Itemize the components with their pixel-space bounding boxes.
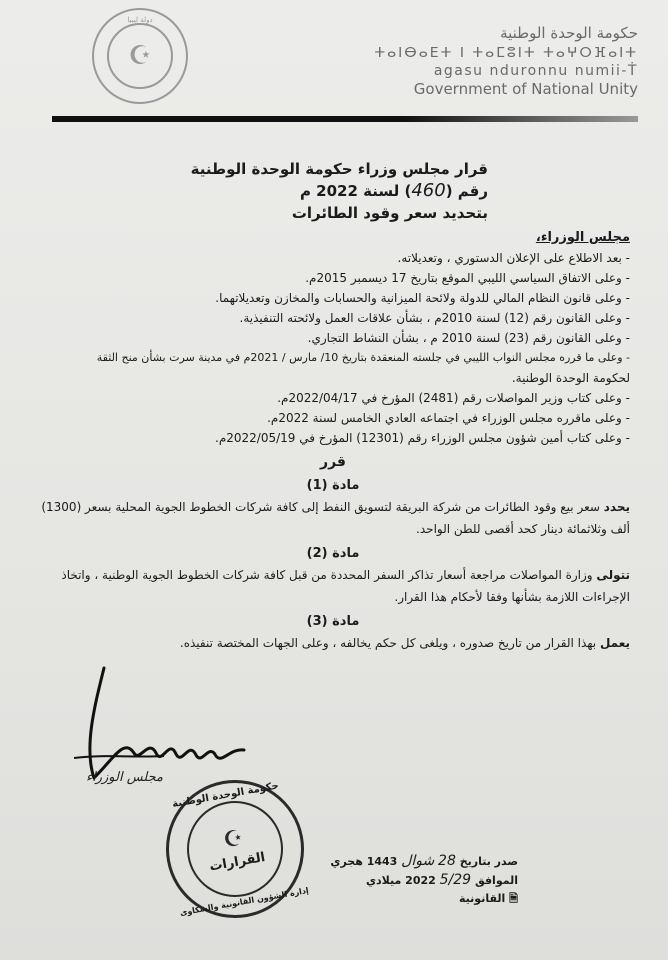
article-2-body: وزارة المواصلات مراجعة أسعار تذاكر السفر المحددة من قبل كافة شركات الخطوط الجوية الوطنية ، واتخاذ الإجراءات اللازمة بشأنها وفقا لأحكام هذا القرار. bbox=[61, 568, 630, 604]
emblem-ring-text: دولة ليبيا bbox=[127, 16, 153, 24]
hijri-date-line bbox=[258, 852, 518, 871]
issue-date-block bbox=[258, 852, 518, 908]
article-2-text bbox=[36, 564, 630, 608]
hijri-year: 1443 هجري bbox=[330, 855, 398, 868]
state-emblem bbox=[92, 8, 188, 104]
article-1-text bbox=[36, 496, 630, 540]
government-letterhead bbox=[318, 24, 638, 98]
stamp-center-text: القرارات bbox=[208, 849, 267, 875]
gov-name-tifinagh: ⵜⴰⵏⴱⴰⴹⵜ ⵏ ⵜⴰⵎⵓⵏⵜ ⵜⴰⵖⵔⴼⴰⵏⵜ bbox=[374, 45, 638, 61]
preamble-line: - وعلى كتاب أمين شؤون مجلس الوزراء رقم (12301) المؤرخ في 2022/05/19م. bbox=[215, 431, 630, 445]
gregorian-date: 5/29 bbox=[439, 872, 472, 888]
document-icon: 🗎 bbox=[509, 892, 518, 905]
hijri-day: 28 bbox=[438, 853, 456, 869]
preamble-line: - وعلى كتاب وزير المواصلات رقم (2481) المؤرخ في 2022/04/17م. bbox=[277, 391, 630, 405]
crescent-star-icon: ☪ bbox=[221, 825, 246, 854]
stamp-ring-bottom: إدارة الشؤون القانونية والشكاوى bbox=[179, 885, 310, 918]
preamble-line: - وعلى الاتفاق السياسي الليبي الموقع بتاريخ 17 ديسمبر 2015م. bbox=[305, 271, 630, 285]
title-number-suffix: ) لسنة 2022 م bbox=[299, 182, 412, 200]
stamp-ring-top: حكومة الوحدة الوطنية bbox=[171, 780, 280, 811]
article-3-body: بهذا القرار من تاريخ صدوره ، ويلغى كل حكم يخالفه ، وعلى الجهات المختصة تنفيذه. bbox=[179, 636, 600, 650]
gov-name-english: Government of National Unity bbox=[413, 80, 638, 98]
article-1-body: سعر بيع وقود الطائرات من شركة البريقة لتسويق النفط إلى كافة شركات الخطوط الجوية المحلية بسعر (1300) ألف وثلاثمائة دينار كحد أقصى للطن الواحد. bbox=[41, 500, 630, 536]
article-2-heading: مادة (2) bbox=[306, 546, 360, 561]
gov-name-latin-amazigh: agasu nduronnu numii-Ṫ bbox=[433, 63, 638, 79]
title-number-prefix: رقم ( bbox=[445, 182, 488, 200]
hijri-month: شوال bbox=[401, 853, 435, 869]
preamble-line: - وعلى القانون رقم (12) لسنة 2010م ، بشأن علاقات العمل ولائحته التنفيذية. bbox=[239, 311, 630, 325]
article-3-text bbox=[36, 632, 630, 654]
gregorian-date-line bbox=[258, 871, 518, 890]
title-line-2 bbox=[120, 180, 488, 202]
preamble-line: - وعلى ماقرره مجلس الوزراء في اجتماعه العادي الخامس لسنة 2022م. bbox=[267, 411, 630, 425]
article-1-lead: يحدد bbox=[603, 500, 630, 514]
decree-number: 460 bbox=[411, 180, 446, 201]
article-3-lead: يعمل bbox=[599, 636, 630, 650]
article-1-heading: مادة (1) bbox=[306, 478, 360, 493]
title-line-3: بتحديد سعر وقود الطائرات bbox=[291, 204, 488, 222]
decree-title bbox=[120, 158, 488, 224]
article-2-lead: تتولى bbox=[596, 568, 630, 582]
footer-text: القانونية bbox=[459, 892, 506, 905]
hijri-prefix: صدر بتاريخ bbox=[459, 855, 518, 868]
gov-name-arabic: حكومة الوحدة الوطنية bbox=[500, 24, 638, 42]
title-line-1: قرار مجلس وزراء حكومة الوحدة الوطنية bbox=[190, 160, 488, 178]
section-head: مجلس الوزراء، bbox=[535, 230, 630, 245]
preamble-line: - بعد الاطلاع على الإعلان الدستوري ، وتعديلاته. bbox=[397, 251, 630, 265]
preamble-line: لحكومة الوحدة الوطنية. bbox=[511, 371, 630, 385]
preamble-line: - وعلى ما قرره مجلس النواب الليبي في جلسته المنعقدة بتاريخ 10/ مارس / 2021م في مدينة سرت بشأن منح الثقة bbox=[96, 351, 630, 364]
article-3-heading: مادة (3) bbox=[306, 614, 360, 629]
preamble-line: - وعلى قانون النظام المالي للدولة ولائحة الميزانية والحسابات والمخازن وتعديلاتهما. bbox=[215, 291, 630, 305]
header-divider bbox=[52, 116, 638, 122]
decided-heading: قرر bbox=[320, 454, 346, 470]
crescent-star-icon: ☪ bbox=[107, 23, 173, 89]
gregorian-prefix: الموافق bbox=[474, 874, 518, 887]
gregorian-year: 2022 ميلادي bbox=[365, 874, 436, 887]
footer-note bbox=[258, 890, 518, 908]
decree-body bbox=[36, 228, 630, 654]
preamble-line: - وعلى القانون رقم (23) لسنة 2010 م ، بشأن النشاط التجاري. bbox=[307, 331, 630, 345]
signature-label: مجلس الوزراء bbox=[86, 770, 163, 785]
